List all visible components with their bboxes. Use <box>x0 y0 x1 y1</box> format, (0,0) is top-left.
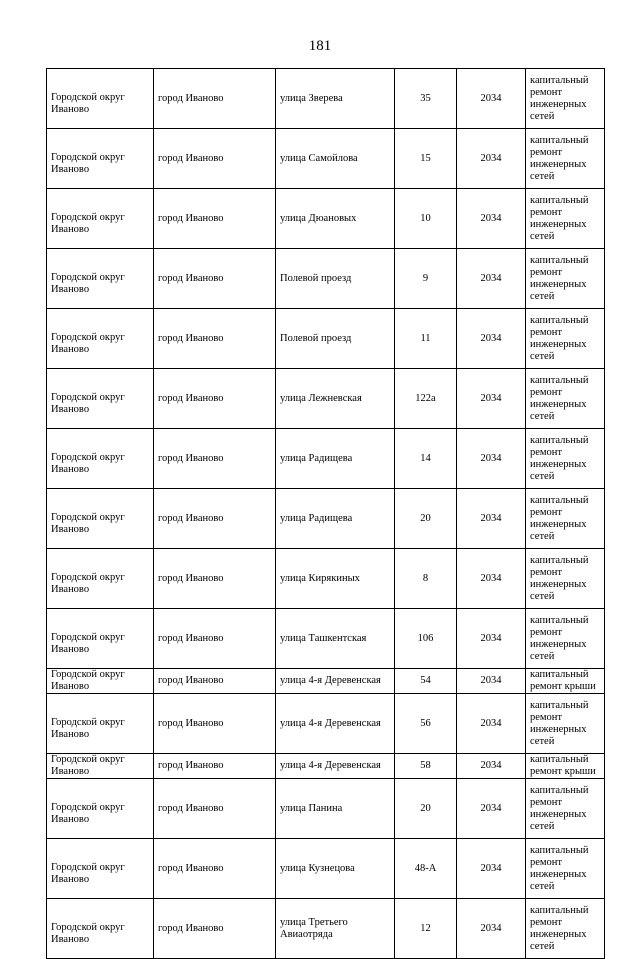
district-cell: Городской округ Иваново <box>47 549 154 609</box>
street-cell: улица Кирякиных <box>276 549 395 609</box>
year-cell: 2034 <box>457 669 526 694</box>
house-number-cell: 56 <box>395 694 457 754</box>
locality-cell: город Иваново <box>154 694 276 754</box>
district-cell: Городской округ Иваново <box>47 839 154 899</box>
repair-schedule-table <box>46 68 605 959</box>
locality-cell: город Иваново <box>154 429 276 489</box>
work-type-cell: капитальный ремонт инженерных сетей <box>526 549 605 609</box>
district-cell: Городской округ Иваново <box>47 669 154 694</box>
table-row <box>47 839 605 899</box>
year-cell: 2034 <box>457 609 526 669</box>
locality-cell: город Иваново <box>154 779 276 839</box>
year-cell: 2034 <box>457 899 526 959</box>
street-cell: улица Зверева <box>276 69 395 129</box>
work-type-cell: капитальный ремонт инженерных сетей <box>526 189 605 249</box>
table-row <box>47 489 605 549</box>
work-type-cell: капитальный ремонт инженерных сетей <box>526 609 605 669</box>
table-row <box>47 429 605 489</box>
work-type-cell: капитальный ремонт инженерных сетей <box>526 489 605 549</box>
district-cell: Городской округ Иваново <box>47 429 154 489</box>
district-cell: Городской округ Иваново <box>47 69 154 129</box>
street-cell: улица Радищева <box>276 489 395 549</box>
year-cell: 2034 <box>457 694 526 754</box>
street-cell: улица 4-я Деревенская <box>276 694 395 754</box>
house-number-cell: 12 <box>395 899 457 959</box>
table-row <box>47 189 605 249</box>
table-row <box>47 69 605 129</box>
work-type-cell: капитальный ремонт инженерных сетей <box>526 249 605 309</box>
street-cell: улица Кузнецова <box>276 839 395 899</box>
work-type-cell: капитальный ремонт инженерных сетей <box>526 899 605 959</box>
table-row <box>47 249 605 309</box>
house-number-cell: 122а <box>395 369 457 429</box>
house-number-cell: 20 <box>395 779 457 839</box>
house-number-cell: 48-А <box>395 839 457 899</box>
year-cell: 2034 <box>457 129 526 189</box>
work-type-cell: капитальный ремонт инженерных сетей <box>526 69 605 129</box>
year-cell: 2034 <box>457 309 526 369</box>
locality-cell: город Иваново <box>154 309 276 369</box>
table-row <box>47 779 605 839</box>
street-cell: улица Лежневская <box>276 369 395 429</box>
house-number-cell: 14 <box>395 429 457 489</box>
district-cell: Городской округ Иваново <box>47 249 154 309</box>
district-cell: Городской округ Иваново <box>47 369 154 429</box>
district-cell: Городской округ Иваново <box>47 489 154 549</box>
year-cell: 2034 <box>457 249 526 309</box>
work-type-cell: капитальный ремонт инженерных сетей <box>526 694 605 754</box>
street-cell: улица 4-я Деревенская <box>276 669 395 694</box>
house-number-cell: 11 <box>395 309 457 369</box>
work-type-cell: капитальный ремонт инженерных сетей <box>526 369 605 429</box>
house-number-cell: 35 <box>395 69 457 129</box>
table-body <box>47 69 605 959</box>
year-cell: 2034 <box>457 69 526 129</box>
locality-cell: город Иваново <box>154 249 276 309</box>
table-row <box>47 754 605 779</box>
table-row <box>47 309 605 369</box>
street-cell: улица Радищева <box>276 429 395 489</box>
street-cell: улица Дюановых <box>276 189 395 249</box>
district-cell: Городской округ Иваново <box>47 609 154 669</box>
locality-cell: город Иваново <box>154 129 276 189</box>
house-number-cell: 106 <box>395 609 457 669</box>
work-type-cell: капитальный ремонт инженерных сетей <box>526 129 605 189</box>
district-cell: Городской округ Иваново <box>47 129 154 189</box>
locality-cell: город Иваново <box>154 609 276 669</box>
street-cell: улица Ташкентская <box>276 609 395 669</box>
house-number-cell: 9 <box>395 249 457 309</box>
year-cell: 2034 <box>457 489 526 549</box>
house-number-cell: 54 <box>395 669 457 694</box>
table-row <box>47 129 605 189</box>
page-number: 181 <box>308 38 332 54</box>
year-cell: 2034 <box>457 754 526 779</box>
house-number-cell: 8 <box>395 549 457 609</box>
year-cell: 2034 <box>457 839 526 899</box>
district-cell: Городской округ Иваново <box>47 779 154 839</box>
street-cell: улица Самойлова <box>276 129 395 189</box>
work-type-cell: капитальный ремонт инженерных сетей <box>526 779 605 839</box>
district-cell: Городской округ Иваново <box>47 694 154 754</box>
table-row <box>47 609 605 669</box>
year-cell: 2034 <box>457 429 526 489</box>
locality-cell: город Иваново <box>154 549 276 609</box>
locality-cell: город Иваново <box>154 189 276 249</box>
street-cell: Полевой проезд <box>276 309 395 369</box>
district-cell: Городской округ Иваново <box>47 189 154 249</box>
year-cell: 2034 <box>457 549 526 609</box>
year-cell: 2034 <box>457 779 526 839</box>
table-row <box>47 899 605 959</box>
work-type-cell: капитальный ремонт инженерных сетей <box>526 839 605 899</box>
table-row <box>47 694 605 754</box>
district-cell: Городской округ Иваново <box>47 754 154 779</box>
table-row <box>47 549 605 609</box>
house-number-cell: 20 <box>395 489 457 549</box>
locality-cell: город Иваново <box>154 899 276 959</box>
locality-cell: город Иваново <box>154 369 276 429</box>
street-cell: улица 4-я Деревенская <box>276 754 395 779</box>
house-number-cell: 10 <box>395 189 457 249</box>
street-cell: улица Панина <box>276 779 395 839</box>
table-row <box>47 369 605 429</box>
work-type-cell: капитальный ремонт инженерных сетей <box>526 309 605 369</box>
locality-cell: город Иваново <box>154 489 276 549</box>
locality-cell: город Иваново <box>154 839 276 899</box>
year-cell: 2034 <box>457 189 526 249</box>
work-type-cell: капитальный ремонт инженерных сетей <box>526 429 605 489</box>
work-type-cell: капитальный ремонт крыши <box>526 669 605 694</box>
street-cell: Полевой проезд <box>276 249 395 309</box>
locality-cell: город Иваново <box>154 669 276 694</box>
house-number-cell: 15 <box>395 129 457 189</box>
street-cell: улица Третьего Авиаотряда <box>276 899 395 959</box>
district-cell: Городской округ Иваново <box>47 309 154 369</box>
locality-cell: город Иваново <box>154 754 276 779</box>
house-number-cell: 58 <box>395 754 457 779</box>
table-row <box>47 669 605 694</box>
year-cell: 2034 <box>457 369 526 429</box>
work-type-cell: капитальный ремонт крыши <box>526 754 605 779</box>
district-cell: Городской округ Иваново <box>47 899 154 959</box>
locality-cell: город Иваново <box>154 69 276 129</box>
